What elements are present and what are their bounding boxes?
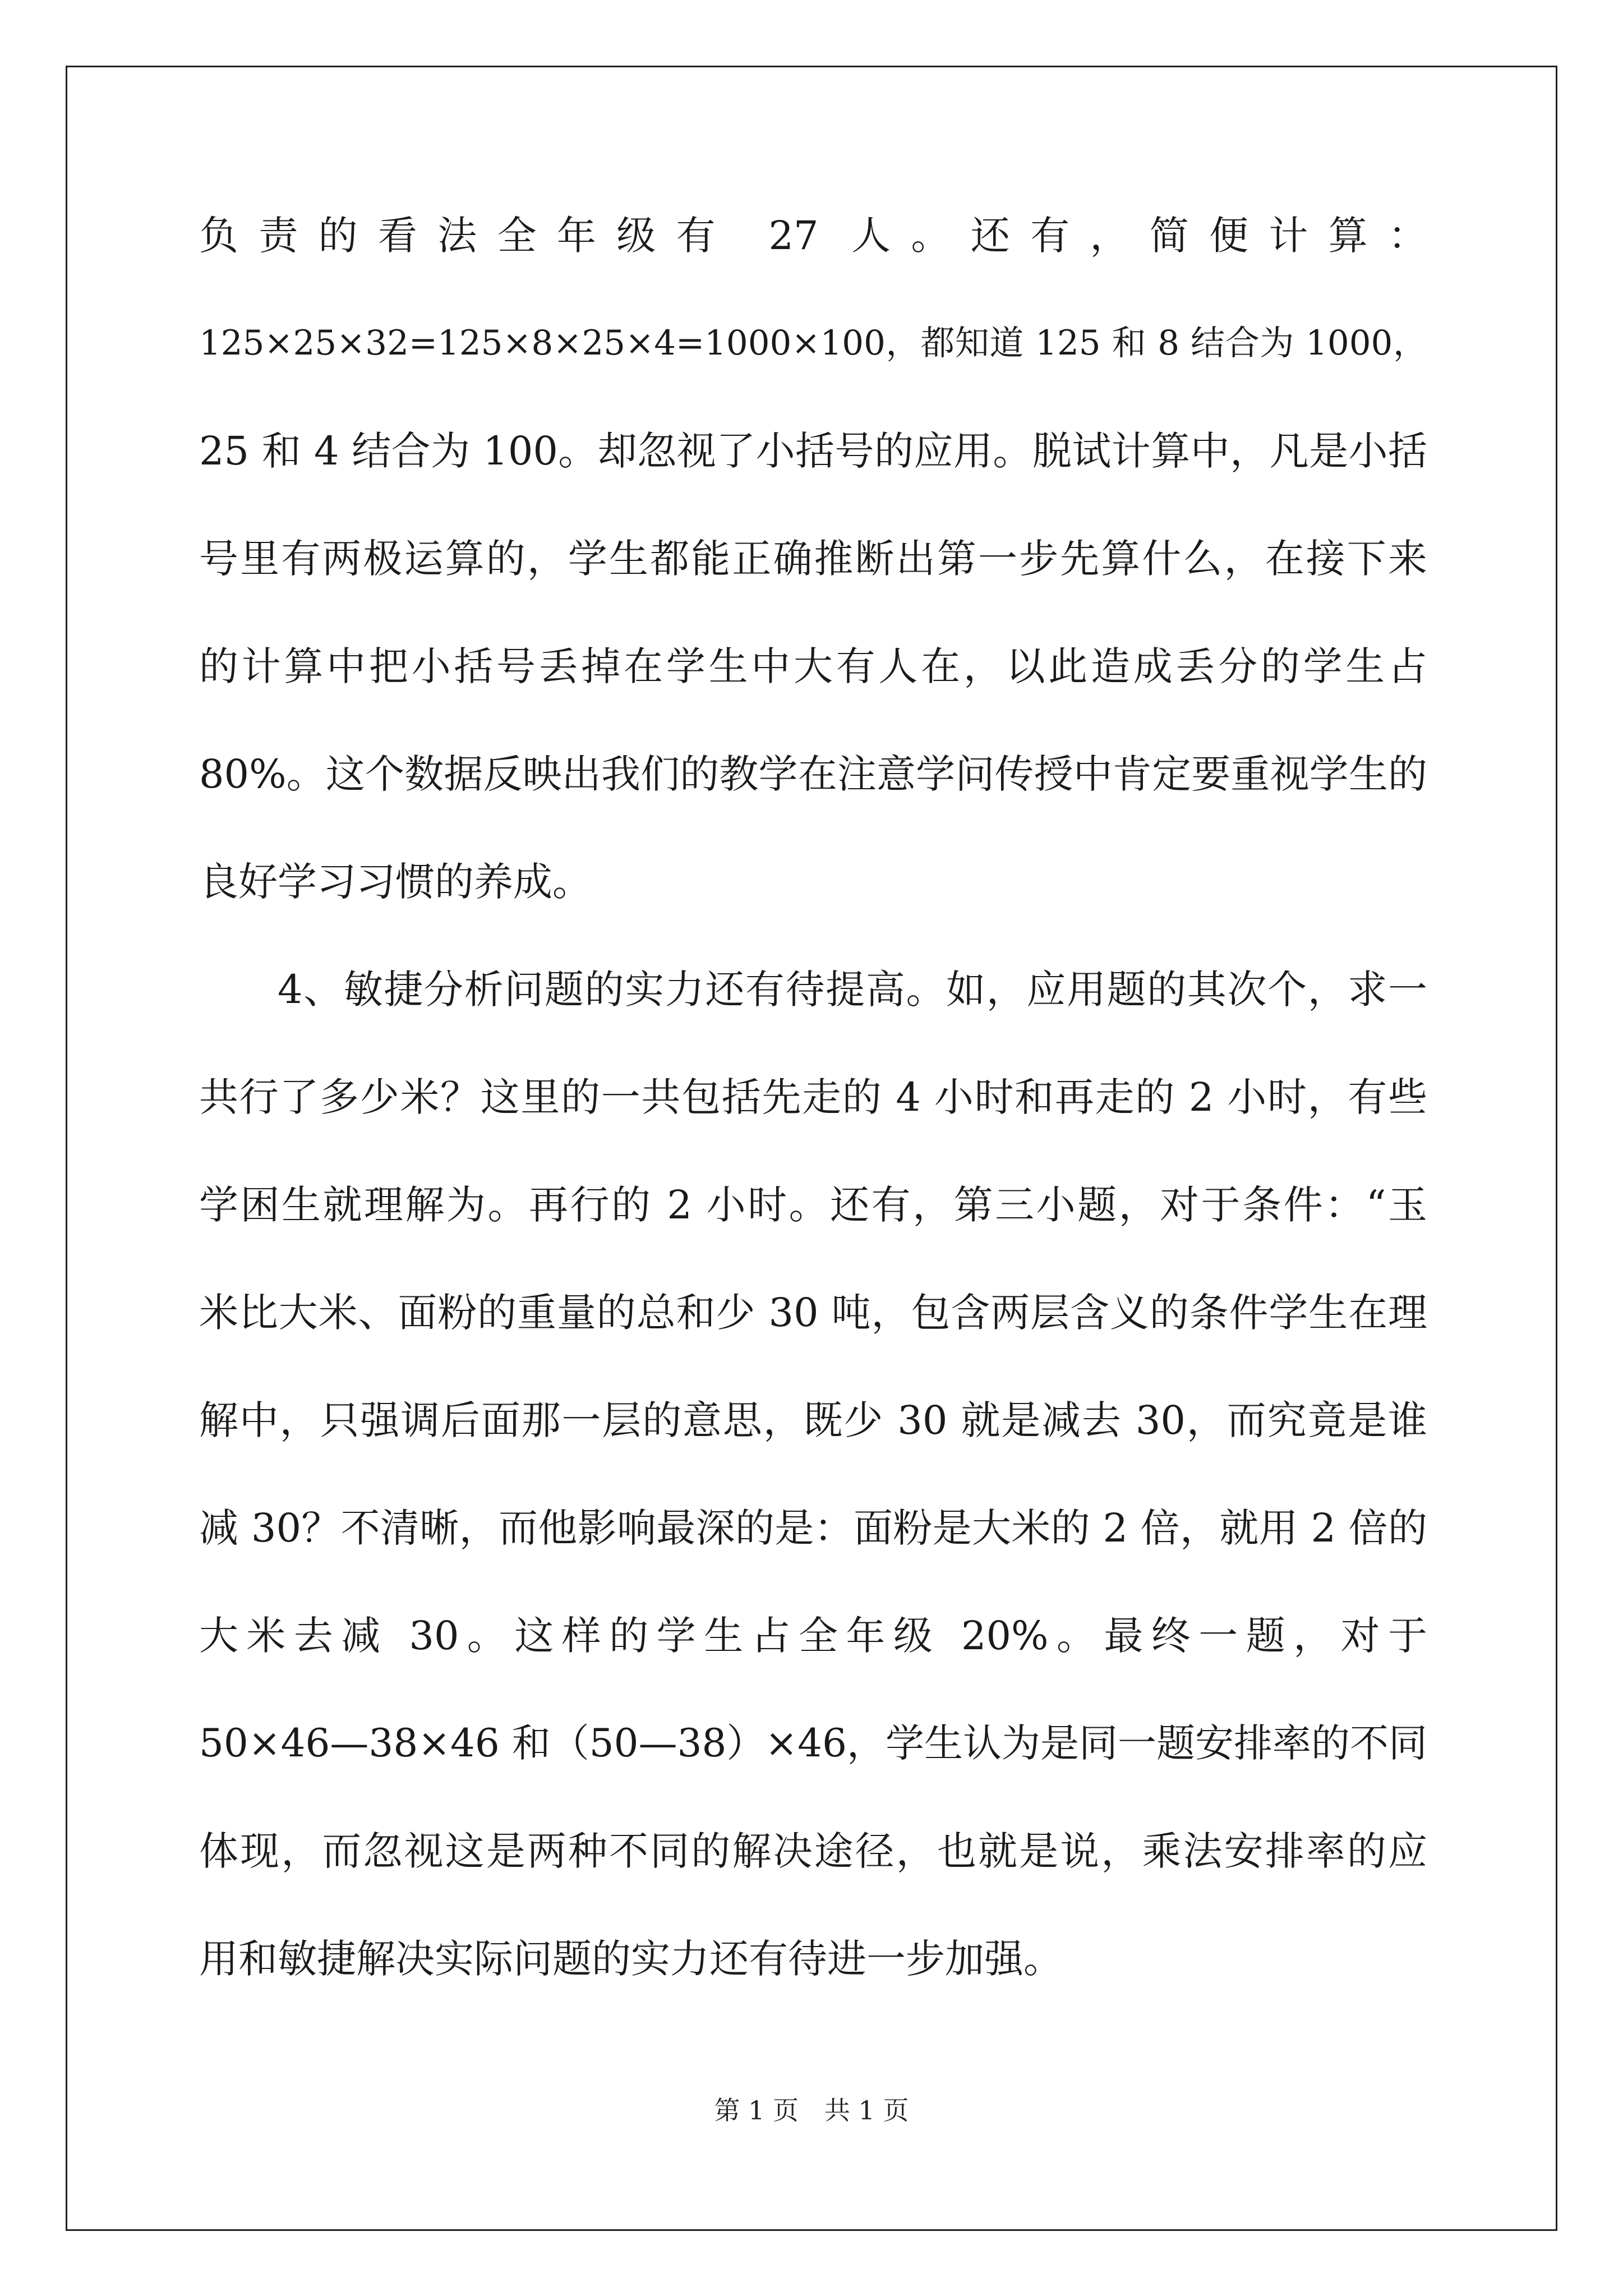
page-border — [66, 66, 1557, 2231]
text-line: 80%。这个数据反映出我们的教学在注意学问传授中肯定要重视学生的 — [199, 751, 1427, 797]
text-line: 的计算中把小括号丢掉在学生中大有人在，以此造成丢分的学生占 — [199, 643, 1427, 689]
text-line: 大米去减 30。这样的学生占全年级 20%。最终一题，对于 — [199, 1613, 1427, 1659]
text-line: 减 30？不清晰，而他影响最深的是：面粉是大米的 2 倍，就用 2 倍的 — [199, 1505, 1427, 1551]
text-line: 米比大米、面粉的重量的总和少 30 吨，包含两层含义的条件学生在理 — [199, 1290, 1427, 1336]
text-line: 50×46—38×46 和（50—38）×46，学生认为是同一题安排率的不同 — [199, 1721, 1427, 1766]
text-line: 负责的看法全年级有 27 人。还有，简便计算： — [199, 213, 1427, 259]
page-footer: 第 1 页 共 1 页 — [714, 2095, 909, 2125]
text-line: 25 和 4 结合为 100。却忽视了小括号的应用。脱试计算中，凡是小括 — [199, 428, 1427, 474]
text-line: 学困生就理解为。再行的 2 小时。还有，第三小题，对于条件：“玉 — [199, 1182, 1427, 1228]
text-line: 号里有两极运算的，学生都能正确推断出第一步先算什么，在接下来 — [199, 536, 1427, 582]
text-line: 用和敏捷解决实际问题的实力还有待进一步加强。 — [199, 1936, 1063, 1982]
text-line: 125×25×32=125×8×25×4=1000×100，都知道 125 和 8 结合为 1000， — [199, 323, 1427, 363]
text-line: 良好学习习惯的养成。 — [199, 859, 592, 905]
text-line: 解中，只强调后面那一层的意思，既少 30 就是减去 30，而究竟是谁 — [199, 1397, 1427, 1443]
text-line: 体现，而忽视这是两种不同的解决途径，也就是说，乘法安排率的应 — [199, 1828, 1427, 1874]
text-line: 共行了多少米？这里的一共包括先走的 4 小时和再走的 2 小时，有些 — [199, 1074, 1427, 1120]
paragraph-start-line: 4、敏捷分析问题的实力还有待提高。如，应用题的其次个，求一 — [278, 967, 1427, 1013]
